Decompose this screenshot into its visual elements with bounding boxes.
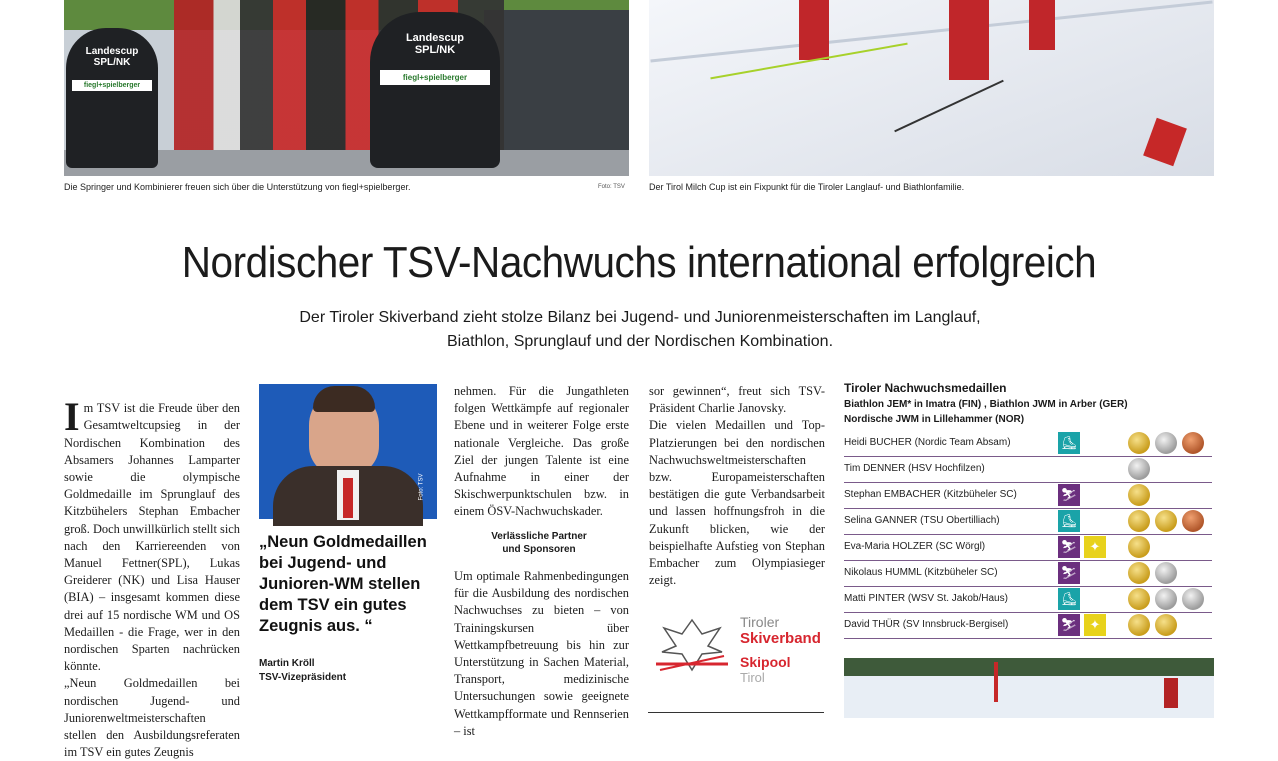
athlete-name: Matti PINTER (WSV St. Jakob/Haus) bbox=[844, 593, 1008, 604]
gold-medal-icon bbox=[1128, 484, 1150, 506]
medal-table-row bbox=[844, 534, 1212, 561]
gold-medal-icon bbox=[1128, 432, 1150, 454]
article-subhead: Der Tiroler Skiverband zieht stolze Bilanz bei Jugend- und Juniorenmeisterschaften im Langlauf, Biathlon, Sprunglauf und der Nordischen Kombination. bbox=[299, 309, 981, 350]
eagle-icon bbox=[652, 612, 732, 682]
gold-medal-icon bbox=[1155, 510, 1177, 532]
medal-table-row bbox=[844, 586, 1212, 613]
article-column-3a: nehmen. Für die Jungathleten folgen Wettkämpfe auf regionaler Ebene und in weiterer Folge erste nationale Vergleiche. Das große Ziel der jungen Talente ist eine Aufnahme in einer der Skischwerpunktschulen bzw. in einem ÖSV-Nachwuchskader. bbox=[454, 384, 629, 519]
pull-quote: „Neun Goldmedaillen bei Jugend- und Junioren-WM stellen dem TSV ein gutes Zeugnis aus. “ bbox=[259, 533, 427, 635]
silver-medal-icon bbox=[1182, 588, 1204, 610]
banner-right: Landescup SPL/NK fiegl+spielberger bbox=[370, 12, 500, 168]
bronze-medal-icon bbox=[1182, 510, 1204, 532]
jump-icon: ⛷ bbox=[1058, 484, 1080, 506]
photo-crosscountry bbox=[649, 0, 1214, 176]
athlete-name: Heidi BUCHER (Nordic Team Absam) bbox=[844, 437, 1011, 448]
caption-right: Der Tirol Milch Cup ist ein Fixpunkt für die Tiroler Langlauf- und Biathlonfamilie. bbox=[649, 182, 965, 192]
medal-table-row bbox=[844, 456, 1212, 483]
athlete-name: Stephan EMBACHER (Kitzbüheler SC) bbox=[844, 489, 1017, 500]
gold-medal-icon bbox=[1128, 562, 1150, 584]
crosscountry-icon: ⛸ bbox=[1058, 588, 1080, 610]
gold-medal-icon bbox=[1155, 614, 1177, 636]
article-column-4: sor gewinnen“, freut sich TSV-Präsident Charlie Janovsky. Die vielen Medaillen und Top-Platzierungen bei den nordischen Nachwuchsweltmeisterschaften bzw. Europameisterschaften bestätigen die gute Verbandsarbeit und lassen hoffnungsfroh in die Zukunft blicken, wie der beispielhafte Aufstieg von Stephan Embacher zum Olympiasieger zeigt. bbox=[649, 384, 825, 588]
photo-jumpers bbox=[64, 0, 629, 176]
quote-attribution: Martin Kröll TSV-Vizepräsident bbox=[259, 658, 347, 683]
medal-table-row bbox=[844, 430, 1212, 457]
article-column-1: Im TSV ist die Freude über den Gesamtweltcupsieg in der Nordischen Kombination des Absamers Johannes Lamparter sowie die olympische Goldmedaille im Sprunglauf des Kitzbühelers Stephan Embacher groß. Doch unwillkürlich stellt sich nach den Karriereenden von Manuel Fettner(SPL), Lukas Greiderer (NK) und Lisa Hauser (BIA) – insgesamt kommen diese drei auf 15 nordische WM und OS Medaillen - die Frage, wer in den nordischen Sparten nachrücken könnte. „Neun Goldmedaillen bei nordischen Jugend- und Juniorenweltmeisterschaften stellen den Ausbildungsreferaten im TSV ein gutes Zeugnis bbox=[64, 394, 240, 760]
medal-table-sub2: Nordische JWM in Lillehammer (NOR) bbox=[844, 414, 1025, 425]
medal-table-row bbox=[844, 560, 1212, 587]
article-headline: Nordischer TSV-Nachwuchs international erfolgreich bbox=[181, 238, 1097, 287]
crosscountry-icon: ⛸ bbox=[1058, 432, 1080, 454]
athlete-name: David THÜR (SV Innsbruck-Bergisel) bbox=[844, 619, 1009, 630]
jump-icon: ⛷ bbox=[1058, 562, 1080, 584]
medal-table-row bbox=[844, 508, 1212, 535]
banner-left: Landescup SPL/NK fiegl+spielberger bbox=[66, 28, 158, 168]
bronze-medal-icon bbox=[1182, 432, 1204, 454]
medal-table-row bbox=[844, 482, 1212, 509]
athlete-name: Tim DENNER (HSV Hochfilzen) bbox=[844, 463, 985, 474]
section-subtitle: Verlässliche Partner und Sponsoren bbox=[491, 531, 587, 555]
gold-medal-icon bbox=[1128, 588, 1150, 610]
combined-icon: ✦ bbox=[1084, 614, 1106, 636]
gold-medal-icon bbox=[1128, 614, 1150, 636]
athlete-name: Eva-Maria HOLZER (SC Wörgl) bbox=[844, 541, 986, 552]
gold-medal-icon bbox=[1128, 536, 1150, 558]
silver-medal-icon bbox=[1155, 562, 1177, 584]
silver-medal-icon bbox=[1155, 432, 1177, 454]
silver-medal-icon bbox=[1155, 588, 1177, 610]
crosscountry-icon: ⛸ bbox=[1058, 510, 1080, 532]
medal-table-title: Tiroler Nachwuchsmedaillen bbox=[844, 381, 1007, 395]
photo-bottom-right bbox=[844, 658, 1214, 718]
caption-left: Die Springer und Kombinierer freuen sich über die Unterstützung von fiegl+spielberger. bbox=[64, 182, 411, 192]
jump-icon: ⛷ bbox=[1058, 614, 1080, 636]
silver-medal-icon bbox=[1128, 458, 1150, 480]
athlete-name: Nikolaus HUMML (Kitzbüheler SC) bbox=[844, 567, 998, 578]
gold-medal-icon bbox=[1128, 510, 1150, 532]
credit-left: Foto: TSV bbox=[598, 184, 625, 190]
divider bbox=[648, 712, 824, 713]
dropcap: I bbox=[64, 394, 80, 440]
jump-icon: ⛷ bbox=[1058, 536, 1080, 558]
medal-table-row bbox=[844, 612, 1212, 639]
portrait-martin-kroell: Foto: TSV bbox=[259, 384, 437, 519]
medal-table-sub1: Biathlon JEM* in Imatra (FIN) , Biathlon JWM in Arber (GER) bbox=[844, 399, 1128, 410]
combined-icon: ✦ bbox=[1084, 536, 1106, 558]
article-column-3b: Um optimale Rahmenbedingungen für die Ausbildung des nordischen Nachwuchses zu bieten – von Trainingskursen über Wettkampfbetreuung bis hin zur Unterstützung in Sachen Material, Transport, medizinische Untersuchungen sowie geeignete Wettkampfformate und Rennserien – ist bbox=[454, 569, 629, 738]
athlete-name: Selina GANNER (TSU Obertilliach) bbox=[844, 515, 1000, 526]
skiverband-logo: Tiroler Skiverband Skipool Tirol bbox=[648, 604, 826, 690]
